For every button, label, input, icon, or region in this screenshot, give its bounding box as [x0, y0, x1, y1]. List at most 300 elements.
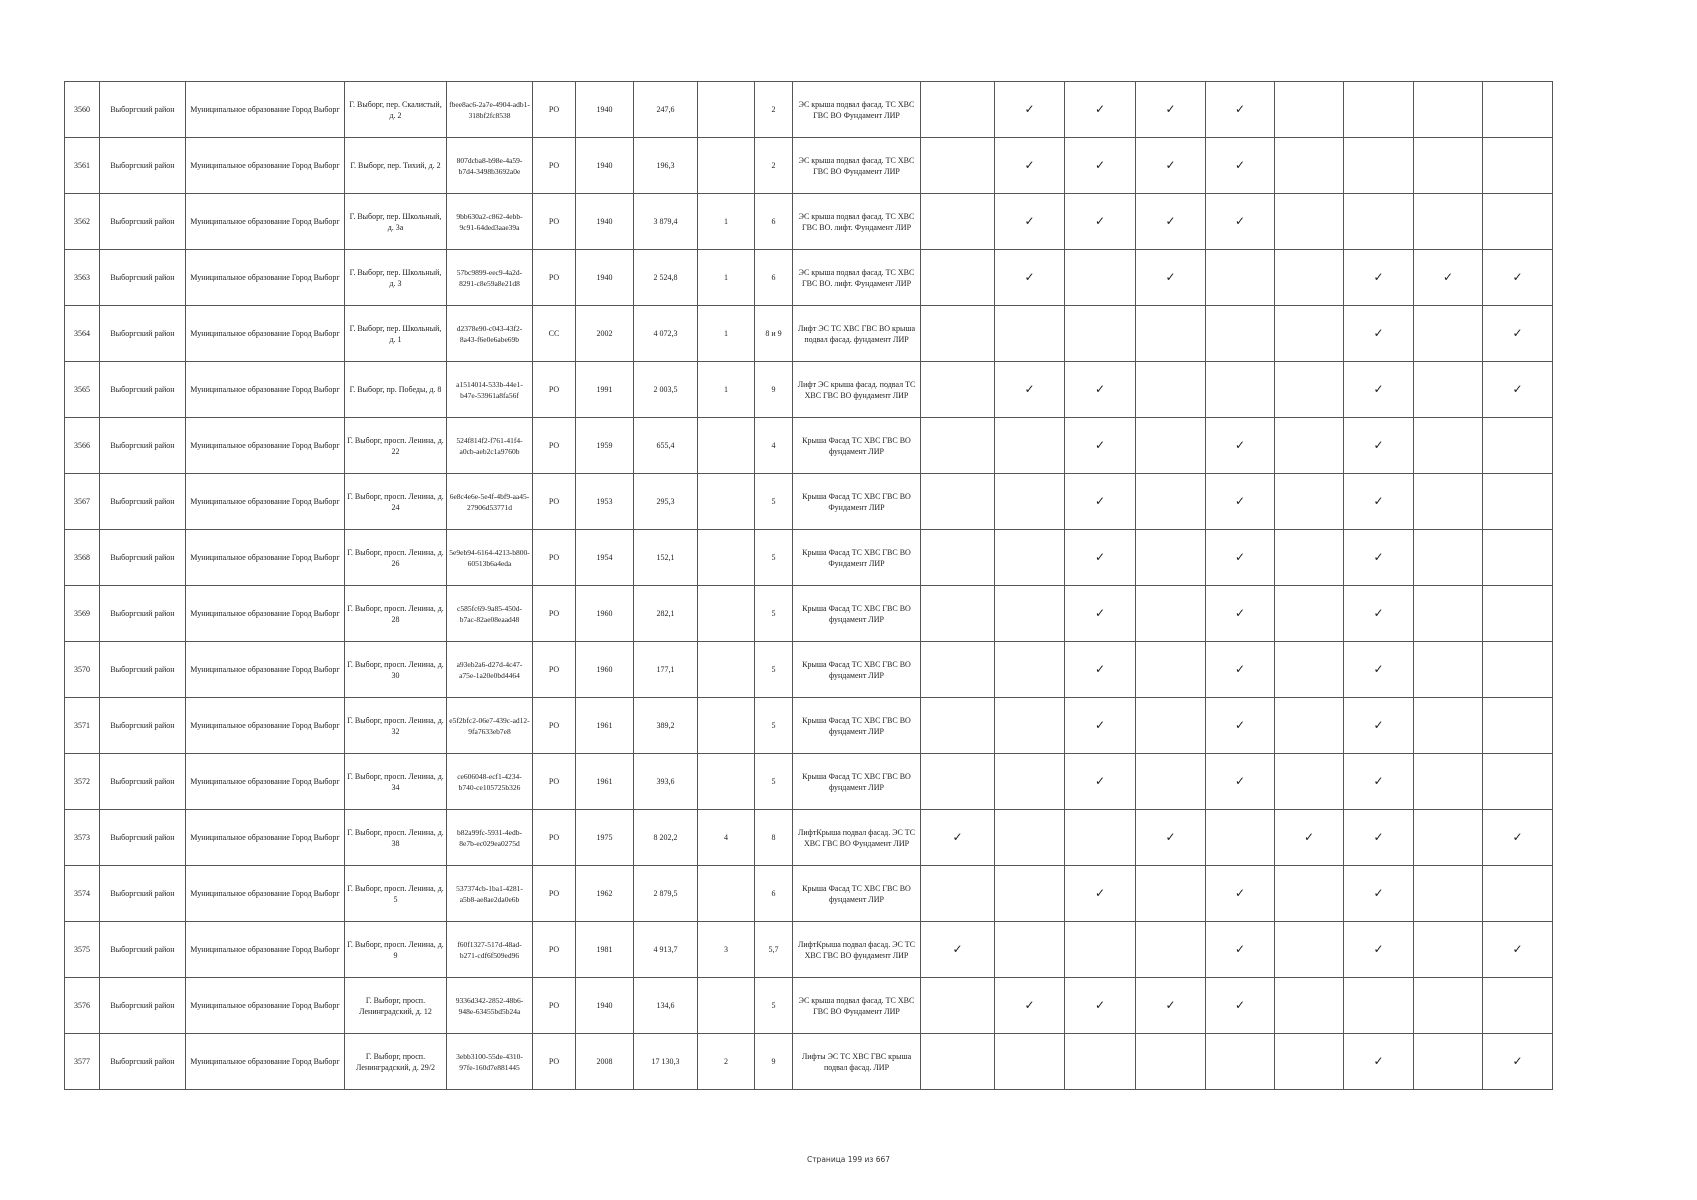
check-icon: ✓ [1344, 362, 1414, 418]
floors-cell: 9 [755, 1034, 793, 1090]
municipality-cell: Муниципальное образование Город Выборг [186, 698, 345, 754]
row-number: 3573 [65, 810, 100, 866]
work-mark-cell [1275, 866, 1344, 922]
floors-cell: 2 [755, 138, 793, 194]
check-icon: ✓ [1206, 474, 1275, 530]
check-icon: ✓ [995, 978, 1065, 1034]
work-mark-cell [1483, 586, 1553, 642]
work-mark-cell [1483, 138, 1553, 194]
ownership-type-cell: РО [533, 922, 576, 978]
check-icon: ✓ [1483, 362, 1553, 418]
guid-cell: e5f2bfc2-06e7-439c-ad12-9fa7633eb7e8 [447, 698, 533, 754]
table-row [65, 306, 1631, 362]
municipality-cell: Муниципальное образование Город Выборг [186, 474, 345, 530]
municipality-cell: Муниципальное образование Город Выборг [186, 194, 345, 250]
work-mark-cell [1414, 306, 1483, 362]
municipality-cell: Муниципальное образование Город Выборг [186, 1034, 345, 1090]
guid-cell: c585fc69-9a85-450d-b7ac-82ae08eaad48 [447, 586, 533, 642]
work-mark-cell [921, 418, 995, 474]
ownership-type-cell: РО [533, 250, 576, 306]
works-list-cell: Крыша Фасад ТС ХВС ГВС ВО фундамент ЛИР [793, 754, 921, 810]
work-mark-cell [921, 474, 995, 530]
works-list-cell: ЛифтКрыша подвал фасад. ЭС ТС ХВС ГВС ВО фундамент ЛИР [793, 922, 921, 978]
check-icon: ✓ [1483, 810, 1553, 866]
check-icon: ✓ [995, 138, 1065, 194]
row-number: 3566 [65, 418, 100, 474]
guid-cell: 9bb630a2-c862-4ebb-9c91-64ded3aae39a [447, 194, 533, 250]
page-footer: Страница 199 из 667 [806, 1155, 891, 1164]
area-cell: 196,3 [634, 138, 698, 194]
work-mark-cell [1136, 642, 1206, 698]
ownership-type-cell: СС [533, 306, 576, 362]
build-year-cell: 1962 [576, 866, 634, 922]
elevators-cell [698, 866, 755, 922]
work-mark-cell [1136, 698, 1206, 754]
work-mark-cell [1206, 306, 1275, 362]
address-cell: Г. Выборг, пер. Тихий, д. 2 [345, 138, 447, 194]
check-icon: ✓ [1206, 642, 1275, 698]
check-icon: ✓ [1483, 306, 1553, 362]
row-number: 3571 [65, 698, 100, 754]
work-mark-cell [1275, 138, 1344, 194]
table-row [65, 530, 1631, 586]
elevators-cell [698, 418, 755, 474]
floors-cell: 6 [755, 194, 793, 250]
work-mark-cell [995, 642, 1065, 698]
work-mark-cell [1414, 922, 1483, 978]
build-year-cell: 1953 [576, 474, 634, 530]
work-mark-cell [1136, 1034, 1206, 1090]
work-mark-cell [1275, 530, 1344, 586]
check-icon: ✓ [1414, 250, 1483, 306]
build-year-cell: 1940 [576, 250, 634, 306]
guid-cell: 5e9eb94-6164-4213-b800-60513b6a4eda [447, 530, 533, 586]
check-icon: ✓ [1065, 586, 1136, 642]
table-row [65, 866, 1631, 922]
check-icon: ✓ [1344, 474, 1414, 530]
work-mark-cell [1275, 418, 1344, 474]
check-icon: ✓ [1483, 922, 1553, 978]
row-number: 3565 [65, 362, 100, 418]
work-mark-cell [1275, 82, 1344, 138]
ownership-type-cell: РО [533, 978, 576, 1034]
elevators-cell: 2 [698, 1034, 755, 1090]
area-cell: 4 072,3 [634, 306, 698, 362]
address-cell: Г. Выборг, просп. Ленина, д. 32 [345, 698, 447, 754]
work-mark-cell [1483, 194, 1553, 250]
build-year-cell: 1975 [576, 810, 634, 866]
work-mark-cell [1136, 754, 1206, 810]
work-mark-cell [1275, 586, 1344, 642]
address-cell: Г. Выборг, пер. Школьный, д. 1 [345, 306, 447, 362]
work-mark-cell [1275, 922, 1344, 978]
work-mark-cell [1414, 642, 1483, 698]
table-row [65, 362, 1631, 418]
district-cell: Выборгский район [100, 530, 186, 586]
check-icon: ✓ [1065, 866, 1136, 922]
work-mark-cell [921, 194, 995, 250]
check-icon: ✓ [1344, 754, 1414, 810]
works-list-cell: Лифты ЭС ТС ХВС ГВС крыша подвал фасад. ЛИР [793, 1034, 921, 1090]
address-cell: Г. Выборг, просп. Ленина, д. 38 [345, 810, 447, 866]
table-row [65, 810, 1631, 866]
floors-cell: 6 [755, 250, 793, 306]
elevators-cell [698, 82, 755, 138]
guid-cell: a93eb2a6-d27d-4c47-a75e-1a20e0bd4464 [447, 642, 533, 698]
guid-cell: 524f814f2-f761-41f4-a0cb-aeb2c1a9760b [447, 418, 533, 474]
work-mark-cell [1414, 698, 1483, 754]
check-icon: ✓ [1136, 250, 1206, 306]
elevators-cell: 1 [698, 306, 755, 362]
elevators-cell: 3 [698, 922, 755, 978]
guid-cell: ce606048-ecf1-4234-b740-ce105725b326 [447, 754, 533, 810]
row-number: 3562 [65, 194, 100, 250]
work-mark-cell [995, 866, 1065, 922]
check-icon: ✓ [1065, 530, 1136, 586]
floors-cell: 8 и 9 [755, 306, 793, 362]
works-list-cell: Крыша Фасад ТС ХВС ГВС ВО фундамент ЛИР [793, 866, 921, 922]
municipality-cell: Муниципальное образование Город Выборг [186, 138, 345, 194]
district-cell: Выборгский район [100, 474, 186, 530]
works-list-cell: Крыша Фасад ТС ХВС ГВС ВО фундамент ЛИР [793, 418, 921, 474]
check-icon: ✓ [1206, 530, 1275, 586]
elevators-cell: 1 [698, 194, 755, 250]
table-row [65, 418, 1631, 474]
check-icon: ✓ [1065, 418, 1136, 474]
floors-cell: 5 [755, 978, 793, 1034]
check-icon: ✓ [1344, 810, 1414, 866]
work-mark-cell [1414, 810, 1483, 866]
work-mark-cell [1206, 250, 1275, 306]
check-icon: ✓ [1136, 82, 1206, 138]
ownership-type-cell: РО [533, 82, 576, 138]
work-mark-cell [1136, 362, 1206, 418]
ownership-type-cell: РО [533, 586, 576, 642]
area-cell: 177,1 [634, 642, 698, 698]
works-list-cell: ЛифтКрыша подвал фасад. ЭС ТС ХВС ГВС ВО Фундамент ЛИР [793, 810, 921, 866]
district-cell: Выборгский район [100, 250, 186, 306]
work-mark-cell [1275, 754, 1344, 810]
work-mark-cell [921, 306, 995, 362]
area-cell: 389,2 [634, 698, 698, 754]
work-mark-cell [921, 698, 995, 754]
work-mark-cell [1136, 306, 1206, 362]
row-number: 3572 [65, 754, 100, 810]
district-cell: Выборгский район [100, 194, 186, 250]
table-row [65, 250, 1631, 306]
buildings-table [64, 81, 1631, 1090]
row-number: 3577 [65, 1034, 100, 1090]
check-icon: ✓ [1206, 586, 1275, 642]
work-mark-cell [921, 82, 995, 138]
check-icon: ✓ [1065, 978, 1136, 1034]
work-mark-cell [1275, 1034, 1344, 1090]
work-mark-cell [995, 306, 1065, 362]
work-mark-cell [1483, 530, 1553, 586]
check-icon: ✓ [1136, 810, 1206, 866]
elevators-cell: 1 [698, 362, 755, 418]
floors-cell: 5 [755, 474, 793, 530]
work-mark-cell [1136, 586, 1206, 642]
guid-cell: 57bc9899-eec9-4a2d-8291-c8e59a8e21d8 [447, 250, 533, 306]
work-mark-cell [1344, 194, 1414, 250]
district-cell: Выборгский район [100, 138, 186, 194]
work-mark-cell [1414, 474, 1483, 530]
area-cell: 152,1 [634, 530, 698, 586]
row-number: 3560 [65, 82, 100, 138]
build-year-cell: 1960 [576, 642, 634, 698]
check-icon: ✓ [1136, 194, 1206, 250]
work-mark-cell [1483, 474, 1553, 530]
work-mark-cell [1344, 978, 1414, 1034]
address-cell: Г. Выборг, просп. Ленина, д. 30 [345, 642, 447, 698]
ownership-type-cell: РО [533, 698, 576, 754]
municipality-cell: Муниципальное образование Город Выборг [186, 250, 345, 306]
works-list-cell: ЭС крыша подвал фасад. ТС ХВС ГВС ВО. лифт. Фундамент ЛИР [793, 250, 921, 306]
district-cell: Выборгский район [100, 754, 186, 810]
work-mark-cell [1275, 474, 1344, 530]
work-mark-cell [921, 642, 995, 698]
work-mark-cell [1065, 250, 1136, 306]
row-number: 3569 [65, 586, 100, 642]
check-icon: ✓ [921, 810, 995, 866]
work-mark-cell [1136, 418, 1206, 474]
work-mark-cell [1483, 754, 1553, 810]
work-mark-cell [995, 754, 1065, 810]
elevators-cell: 4 [698, 810, 755, 866]
elevators-cell: 1 [698, 250, 755, 306]
check-icon: ✓ [1344, 530, 1414, 586]
works-list-cell: Лифт ЭС ТС ХВС ГВС ВО крыша подвал фасад. фундамент ЛИР [793, 306, 921, 362]
work-mark-cell [1206, 1034, 1275, 1090]
work-mark-cell [995, 530, 1065, 586]
area-cell: 295,3 [634, 474, 698, 530]
check-icon: ✓ [1344, 1034, 1414, 1090]
table-row [65, 978, 1631, 1034]
work-mark-cell [995, 698, 1065, 754]
build-year-cell: 1940 [576, 82, 634, 138]
district-cell: Выборгский район [100, 82, 186, 138]
ownership-type-cell: РО [533, 474, 576, 530]
row-number: 3568 [65, 530, 100, 586]
work-mark-cell [1414, 362, 1483, 418]
work-mark-cell [1414, 1034, 1483, 1090]
elevators-cell [698, 754, 755, 810]
municipality-cell: Муниципальное образование Город Выборг [186, 754, 345, 810]
check-icon: ✓ [995, 362, 1065, 418]
address-cell: Г. Выборг, просп. Ленина, д. 5 [345, 866, 447, 922]
check-icon: ✓ [1065, 82, 1136, 138]
floors-cell: 5 [755, 754, 793, 810]
floors-cell: 9 [755, 362, 793, 418]
work-mark-cell [921, 754, 995, 810]
municipality-cell: Муниципальное образование Город Выборг [186, 530, 345, 586]
guid-cell: f60f1327-517d-48ad-b271-cdf6f509ed96 [447, 922, 533, 978]
work-mark-cell [1414, 754, 1483, 810]
check-icon: ✓ [1275, 810, 1344, 866]
district-cell: Выборгский район [100, 1034, 186, 1090]
build-year-cell: 2002 [576, 306, 634, 362]
check-icon: ✓ [1206, 418, 1275, 474]
works-list-cell: ЭС крыша подвал фасад. ТС ХВС ГВС ВО Фундамент ЛИР [793, 82, 921, 138]
table-row [65, 194, 1631, 250]
check-icon: ✓ [1206, 82, 1275, 138]
row-number: 3574 [65, 866, 100, 922]
check-icon: ✓ [995, 82, 1065, 138]
check-icon: ✓ [1065, 698, 1136, 754]
work-mark-cell [1483, 642, 1553, 698]
work-mark-cell [1275, 978, 1344, 1034]
check-icon: ✓ [1483, 250, 1553, 306]
works-list-cell: ЭС крыша подвал фасад. ТС ХВС ГВС ВО Фундамент ЛИР [793, 978, 921, 1034]
guid-cell: 537374cb-1ba1-4281-a5b8-ae8ae2da0e6b [447, 866, 533, 922]
work-mark-cell [921, 530, 995, 586]
district-cell: Выборгский район [100, 866, 186, 922]
address-cell: Г. Выборг, пр. Победы, д. 8 [345, 362, 447, 418]
work-mark-cell [1275, 306, 1344, 362]
build-year-cell: 1954 [576, 530, 634, 586]
work-mark-cell [1344, 82, 1414, 138]
table-row [65, 586, 1631, 642]
check-icon: ✓ [1065, 138, 1136, 194]
elevators-cell [698, 978, 755, 1034]
elevators-cell [698, 642, 755, 698]
work-mark-cell [1275, 362, 1344, 418]
table-row [65, 698, 1631, 754]
address-cell: Г. Выборг, пер. Школьный, д. 3 [345, 250, 447, 306]
ownership-type-cell: РО [533, 418, 576, 474]
work-mark-cell [1065, 1034, 1136, 1090]
work-mark-cell [1275, 250, 1344, 306]
work-mark-cell [1483, 698, 1553, 754]
table-row [65, 138, 1631, 194]
build-year-cell: 1961 [576, 698, 634, 754]
work-mark-cell [1483, 418, 1553, 474]
check-icon: ✓ [1206, 754, 1275, 810]
work-mark-cell [921, 138, 995, 194]
guid-cell: a1514014-533b-44e1-b47e-53961a8fa56f [447, 362, 533, 418]
table-row [65, 82, 1631, 138]
address-cell: Г. Выборг, просп. Ленинградский, д. 29/2 [345, 1034, 447, 1090]
works-list-cell: Лифт ЭС крыша фасад. подвал ТС ХВС ГВС ВО фундамент ЛИР [793, 362, 921, 418]
work-mark-cell [921, 362, 995, 418]
address-cell: Г. Выборг, просп. Ленина, д. 34 [345, 754, 447, 810]
address-cell: Г. Выборг, просп. Ленина, д. 9 [345, 922, 447, 978]
works-list-cell: ЭС крыша подвал фасад. ТС ХВС ГВС ВО Фундамент ЛИР [793, 138, 921, 194]
work-mark-cell [1344, 138, 1414, 194]
floors-cell: 5,7 [755, 922, 793, 978]
area-cell: 17 130,3 [634, 1034, 698, 1090]
municipality-cell: Муниципальное образование Город Выборг [186, 642, 345, 698]
check-icon: ✓ [1344, 586, 1414, 642]
area-cell: 3 879,4 [634, 194, 698, 250]
build-year-cell: 1940 [576, 138, 634, 194]
floors-cell: 5 [755, 642, 793, 698]
check-icon: ✓ [1206, 866, 1275, 922]
floors-cell: 5 [755, 698, 793, 754]
work-mark-cell [921, 1034, 995, 1090]
work-mark-cell [1414, 978, 1483, 1034]
work-mark-cell [995, 586, 1065, 642]
municipality-cell: Муниципальное образование Город Выборг [186, 82, 345, 138]
row-number: 3563 [65, 250, 100, 306]
area-cell: 247,6 [634, 82, 698, 138]
check-icon: ✓ [1065, 474, 1136, 530]
work-mark-cell [1275, 698, 1344, 754]
works-list-cell: Крыша Фасад ТС ХВС ГВС ВО фундамент ЛИР [793, 642, 921, 698]
works-list-cell: Крыша Фасад ТС ХВС ГВС ВО фундамент ЛИР [793, 698, 921, 754]
area-cell: 393,6 [634, 754, 698, 810]
work-mark-cell [1483, 82, 1553, 138]
table-row [65, 754, 1631, 810]
build-year-cell: 2008 [576, 1034, 634, 1090]
district-cell: Выборгский район [100, 978, 186, 1034]
check-icon: ✓ [1344, 642, 1414, 698]
guid-cell: 6e8c4e6e-5e4f-4bf9-aa45-27906d53771d [447, 474, 533, 530]
work-mark-cell [1414, 586, 1483, 642]
work-mark-cell [921, 586, 995, 642]
work-mark-cell [921, 978, 995, 1034]
build-year-cell: 1961 [576, 754, 634, 810]
elevators-cell [698, 138, 755, 194]
guid-cell: 807dcba8-b98e-4a59-b7d4-3498b3692a0e [447, 138, 533, 194]
district-cell: Выборгский район [100, 586, 186, 642]
work-mark-cell [1065, 922, 1136, 978]
check-icon: ✓ [1344, 418, 1414, 474]
floors-cell: 4 [755, 418, 793, 474]
address-cell: Г. Выборг, просп. Ленинградский, д. 12 [345, 978, 447, 1034]
check-icon: ✓ [1344, 922, 1414, 978]
district-cell: Выборгский район [100, 922, 186, 978]
address-cell: Г. Выборг, просп. Ленина, д. 24 [345, 474, 447, 530]
row-number: 3561 [65, 138, 100, 194]
guid-cell: 3ebb3100-55de-4310-97fe-160d7e881445 [447, 1034, 533, 1090]
district-cell: Выборгский район [100, 698, 186, 754]
area-cell: 134,6 [634, 978, 698, 1034]
check-icon: ✓ [1206, 698, 1275, 754]
ownership-type-cell: РО [533, 866, 576, 922]
row-number: 3567 [65, 474, 100, 530]
check-icon: ✓ [1206, 138, 1275, 194]
work-mark-cell [995, 810, 1065, 866]
works-list-cell: Крыша Фасад ТС ХВС ГВС ВО Фундамент ЛИР [793, 530, 921, 586]
area-cell: 655,4 [634, 418, 698, 474]
table-row [65, 1034, 1631, 1090]
check-icon: ✓ [1136, 978, 1206, 1034]
guid-cell: fbee8ac6-2a7e-4904-adb1-318bf2fc8538 [447, 82, 533, 138]
works-list-cell: ЭС крыша подвал фасад. ТС ХВС ГВС ВО. лифт. Фундамент ЛИР [793, 194, 921, 250]
ownership-type-cell: РО [533, 642, 576, 698]
area-cell: 8 202,2 [634, 810, 698, 866]
row-number: 3575 [65, 922, 100, 978]
work-mark-cell [1414, 194, 1483, 250]
table-row [65, 922, 1631, 978]
ownership-type-cell: РО [533, 138, 576, 194]
check-icon: ✓ [1344, 866, 1414, 922]
area-cell: 2 524,8 [634, 250, 698, 306]
build-year-cell: 1959 [576, 418, 634, 474]
work-mark-cell [1414, 82, 1483, 138]
floors-cell: 5 [755, 586, 793, 642]
district-cell: Выборгский район [100, 362, 186, 418]
guid-cell: 9336d342-2852-48b6-948e-63455bd5b24a [447, 978, 533, 1034]
area-cell: 2 003,5 [634, 362, 698, 418]
table-row [65, 474, 1631, 530]
municipality-cell: Муниципальное образование Город Выборг [186, 418, 345, 474]
municipality-cell: Муниципальное образование Город Выборг [186, 362, 345, 418]
check-icon: ✓ [1344, 698, 1414, 754]
area-cell: 282,1 [634, 586, 698, 642]
